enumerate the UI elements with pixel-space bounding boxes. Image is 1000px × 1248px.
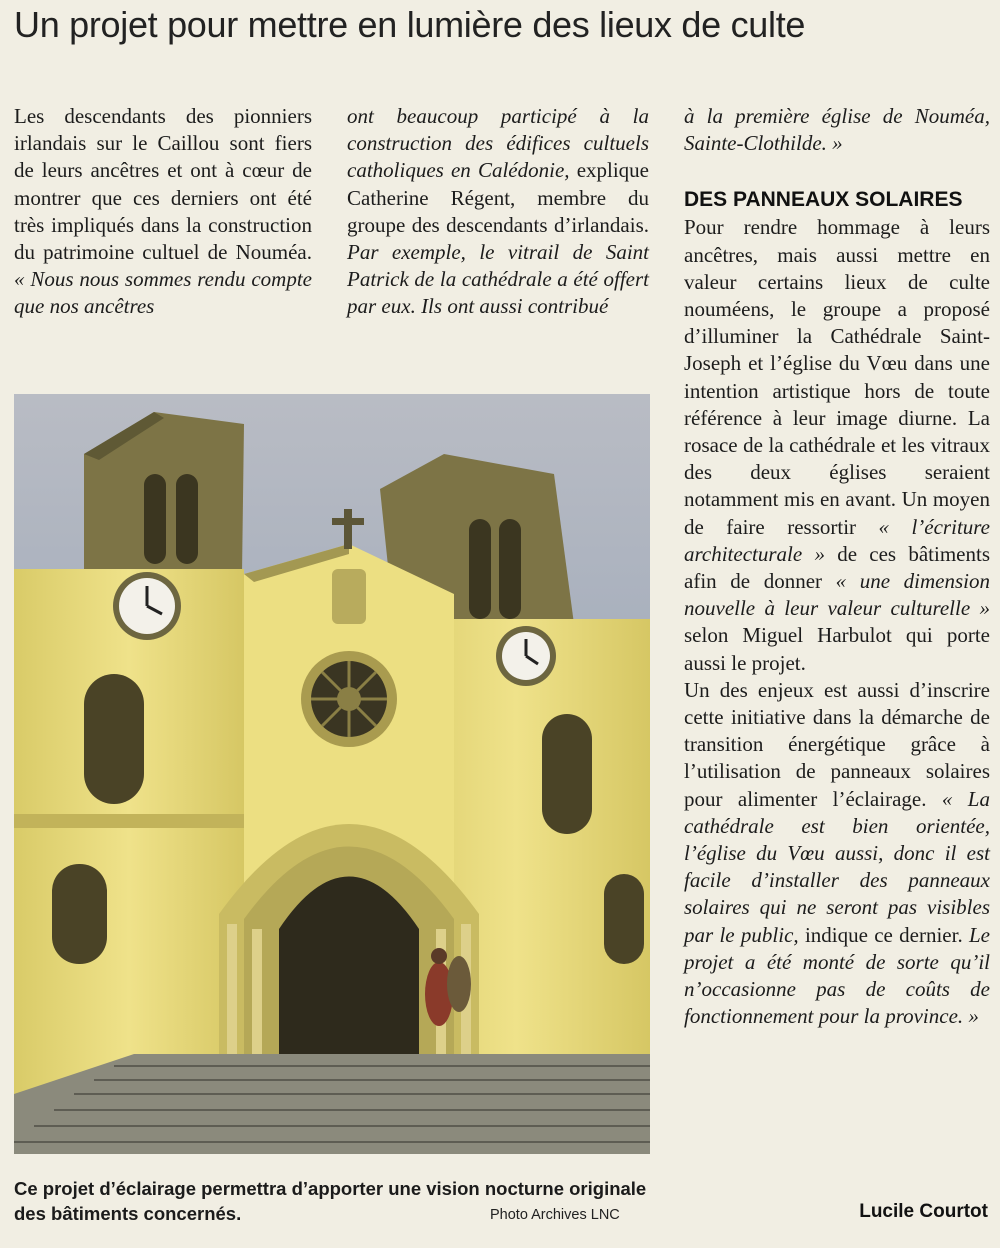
cathedral-photo bbox=[14, 394, 650, 1154]
quote-span: « une dimension nouvelle à leur valeur culturelle » bbox=[684, 569, 990, 621]
paragraph-quote-end bbox=[684, 103, 990, 157]
cathedral-illustration bbox=[14, 394, 650, 1154]
quote-span: « La cathédrale est bien orientée, l’église du Vœu aussi, donc il est facile d’installer des panneaux solaires qui ne seront pas visibles par le public, bbox=[684, 786, 990, 947]
author-byline: Lucile Courtot bbox=[859, 1201, 988, 1222]
text-span: Un des enjeux est aussi d’inscrire cette initiative dans la démarche de transition énergétique grâce à l’utilisation de panneaux solaires pour alimenter l’éclairage. bbox=[684, 677, 990, 811]
article-column-1 bbox=[14, 103, 312, 321]
text-span: selon Miguel Harbulot qui porte aussi le projet. bbox=[684, 623, 990, 675]
paragraph-continued bbox=[347, 103, 649, 321]
article-column-3 bbox=[684, 103, 990, 1031]
text-span: Les descendants des pionniers irlandais sur le Caillou sont fiers de leurs ancêtres et ont à cœur de montrer que ces derniers ont été très impliqués dans la construction du patrimoine cultuel de Nouméa. bbox=[14, 104, 312, 265]
article-column-2 bbox=[347, 103, 649, 321]
text-span: de ces bâtiments afin de donner bbox=[684, 541, 991, 594]
quote-span: Par exemple, le vitrail de Saint Patrick de la cathédrale a été offert par eux. Ils ont aussi contribué bbox=[347, 240, 649, 319]
text-span: indique ce dernier. bbox=[798, 922, 969, 947]
quote-span: à la première église de Nouméa, Sainte-Clothilde. » bbox=[684, 104, 990, 156]
photo-caption: Ce projet d’éclairage permettra d’apporter une vision nocturne originale des bâtiments concernés. bbox=[14, 1178, 647, 1224]
photo-credit: Photo Archives LNC bbox=[490, 1207, 620, 1223]
article-headline: Un projet pour mettre en lumière des lieux de culte bbox=[14, 4, 806, 45]
front-steps bbox=[14, 1054, 650, 1154]
quote-span: Le projet a été monté de sorte qu’il n’occasionne pas de coûts de fonctionnement pour la province. » bbox=[684, 922, 990, 1029]
paragraph-solar bbox=[684, 677, 990, 1031]
paragraph-intro bbox=[14, 103, 312, 321]
paragraph-tribute bbox=[684, 214, 990, 676]
quote-span: « Nous nous sommes rendu compte que nos ancêtres bbox=[14, 267, 312, 319]
section-subheading: DES PANNEAUX SOLAIRES bbox=[684, 188, 963, 212]
quote-span: ont beaucoup participé à la construction des édifices cultuels catholiques en Calédonie, bbox=[347, 104, 649, 183]
text-span: Pour rendre hommage à leurs ancêtres, mais aussi mettre en valeur certains lieux de culte nouméens, le groupe a proposé d’illuminer la Cathédrale Saint-Joseph et l’église du Vœu dans une intention artistique hors de toute référence à leur image diurne. La rosace de la cathédrale et les vitraux des deux églises seraient notamment mis en avant. Un moyen de faire ressortir bbox=[684, 215, 990, 539]
main-door bbox=[279, 877, 419, 1060]
text-span: explique Catherine Régent, membre du groupe des descendants d’irlandais. bbox=[347, 158, 649, 237]
quote-span: « l’écriture architecturale » bbox=[684, 514, 990, 566]
